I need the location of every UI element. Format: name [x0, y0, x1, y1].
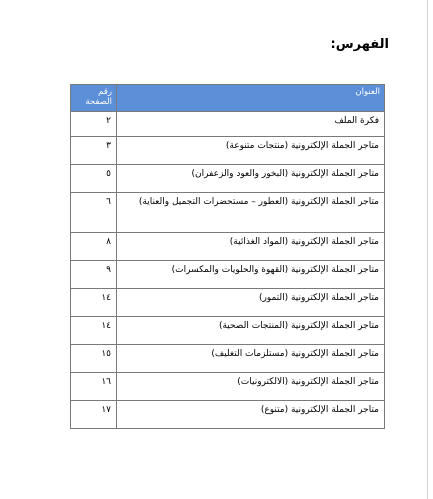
toc-entry-title: متاجر الجملة الإلكترونية (منتجات متنوعة)	[117, 137, 385, 165]
toc-entry-page: ١٤	[71, 317, 117, 345]
table-row	[71, 165, 385, 193]
toc-entry-page: ٦	[71, 193, 117, 233]
toc-entry-page: ٢	[71, 112, 117, 137]
toc-entry-page: ١٤	[71, 289, 117, 317]
toc-entry-title: متاجر الجملة الإلكترونية (المواد الغذائية)	[117, 233, 385, 261]
toc-entry-title: متاجر الجملة الإلكترونية (البخور والعود والزعفران)	[117, 165, 385, 193]
toc-entry-title: متاجر الجملة الإلكترونية (الالكترونيات)	[117, 373, 385, 401]
table-row	[71, 261, 385, 289]
toc-entry-page: ٩	[71, 261, 117, 289]
toc-header-row	[71, 85, 385, 112]
toc-table	[70, 84, 385, 429]
toc-entry-title: متاجر الجملة الإلكترونية (المنتجات الصحية)	[117, 317, 385, 345]
toc-heading: الفهرس:	[330, 37, 389, 52]
toc-entry-page: ١٦	[71, 373, 117, 401]
table-row	[71, 317, 385, 345]
table-row	[71, 373, 385, 401]
toc-entry-title: متاجر الجملة الإلكترونية (متنوع)	[117, 401, 385, 429]
table-row	[71, 289, 385, 317]
toc-entry-page: ٥	[71, 165, 117, 193]
toc-entry-title: متاجر الجملة الإلكترونية (القهوة والحلويات والمكسرات)	[117, 261, 385, 289]
toc-entry-title: متاجر الجملة الإلكترونية (مستلزمات التغليف)	[117, 345, 385, 373]
toc-entry-page: ٨	[71, 233, 117, 261]
table-row	[71, 112, 385, 137]
toc-entry-page: ١٥	[71, 345, 117, 373]
toc-entry-page: ١٧	[71, 401, 117, 429]
column-header-page: رقم الصفحة	[71, 85, 117, 112]
toc-entry-title: فكرة الملف	[117, 112, 385, 137]
toc-entry-title: متاجر الجملة الإلكترونية (التمور)	[117, 289, 385, 317]
toc-entry-page: ٣	[71, 137, 117, 165]
table-row	[71, 137, 385, 165]
table-row	[71, 193, 385, 233]
toc-entry-title: متاجر الجملة الإلكترونية (العطور – مستحضرات التجميل والعناية)	[117, 193, 385, 233]
table-row	[71, 345, 385, 373]
table-row	[71, 401, 385, 429]
table-row	[71, 233, 385, 261]
column-header-title: العنوان	[117, 85, 385, 112]
